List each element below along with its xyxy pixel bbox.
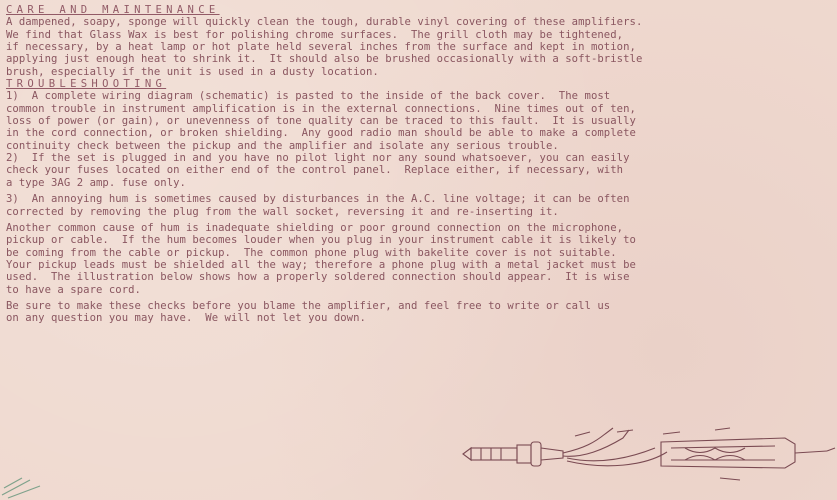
text-line: brush, especially if the unit is used in a dusty location. [6, 65, 379, 78]
text-line: in the cord connection, or broken shielding. Any good radio man should be able to make a complete [6, 127, 636, 140]
text-line: used. The illustration below shows how a properly soldered connection should appear. It is wise [6, 271, 630, 284]
phone-plug-illustration-icon [455, 418, 837, 500]
troubleshooting-item-1 [6, 90, 834, 152]
document-page [6, 4, 834, 325]
text-line: 3) An annoying hum is sometimes caused by disturbances in the A.C. line voltage; it can be often [6, 193, 630, 206]
troubleshooting-item-3 [6, 193, 834, 218]
text-line: to have a spare cord. [6, 283, 141, 296]
text-line: Be sure to make these checks before you blame the amplifier, and feel free to write or call us [6, 299, 611, 312]
text-line: A dampened, soapy, sponge will quickly clean the tough, durable vinyl covering of these amplifiers. [6, 16, 643, 29]
text-line: loss of power (or gain), or unevenness of tone quality can be traced to this fault. It is usually [6, 115, 636, 128]
text-line: on any question you may have. We will not let you down. [6, 312, 366, 325]
text-line: 1) A complete wiring diagram (schematic) is pasted to the inside of the back cover. The most [6, 90, 611, 103]
troubleshooting-item-2 [6, 152, 834, 189]
text-line: pickup or cable. If the hum becomes louder when you plug in your instrument cable it is likely to [6, 234, 636, 247]
text-line: applying just enough heat to shrink it. It should also be brushed occasionally with a soft-bristle [6, 53, 643, 66]
care-paragraph [6, 16, 834, 78]
text-line: continuity check between the pickup and the amplifier and isolate any serious trouble. [6, 139, 559, 152]
troubleshooting-item-4 [6, 222, 834, 296]
troubleshooting-closing [6, 300, 834, 325]
text-line: We find that Glass Wax is best for polishing chrome surfaces. The grill cloth may be tightened, [6, 28, 624, 41]
text-line: Another common cause of hum is inadequate shielding or poor ground connection on the microphone, [6, 221, 624, 234]
text-line: Your pickup leads must be shielded all the way; therefore a phone plug with a metal jacket must be [6, 258, 636, 271]
troubleshooting-heading: TROUBLESHOOTING [6, 78, 167, 91]
text-line: be coming from the cable or pickup. The common phone plug with bakelite cover is not suitable. [6, 246, 617, 259]
text-line: a type 3AG 2 amp. fuse only. [6, 176, 186, 189]
text-line: if necessary, by a heat lamp or hot plate held several inches from the surface and kept in motion, [6, 41, 636, 54]
text-line: check your fuses located on either end of the control panel. Replace either, if necessary, with [6, 164, 624, 177]
text-line: 2) If the set is plugged in and you have no pilot light nor any sound whatsoever, you can easily [6, 152, 630, 165]
text-line: common trouble in instrument amplification is in the external connections. Nine times out of ten, [6, 102, 636, 115]
text-line: corrected by removing the plug from the wall socket, reversing it and re-inserting it. [6, 205, 559, 218]
pen-mark-icon [0, 440, 60, 500]
care-heading: CARE AND MAINTENANCE [6, 4, 220, 16]
